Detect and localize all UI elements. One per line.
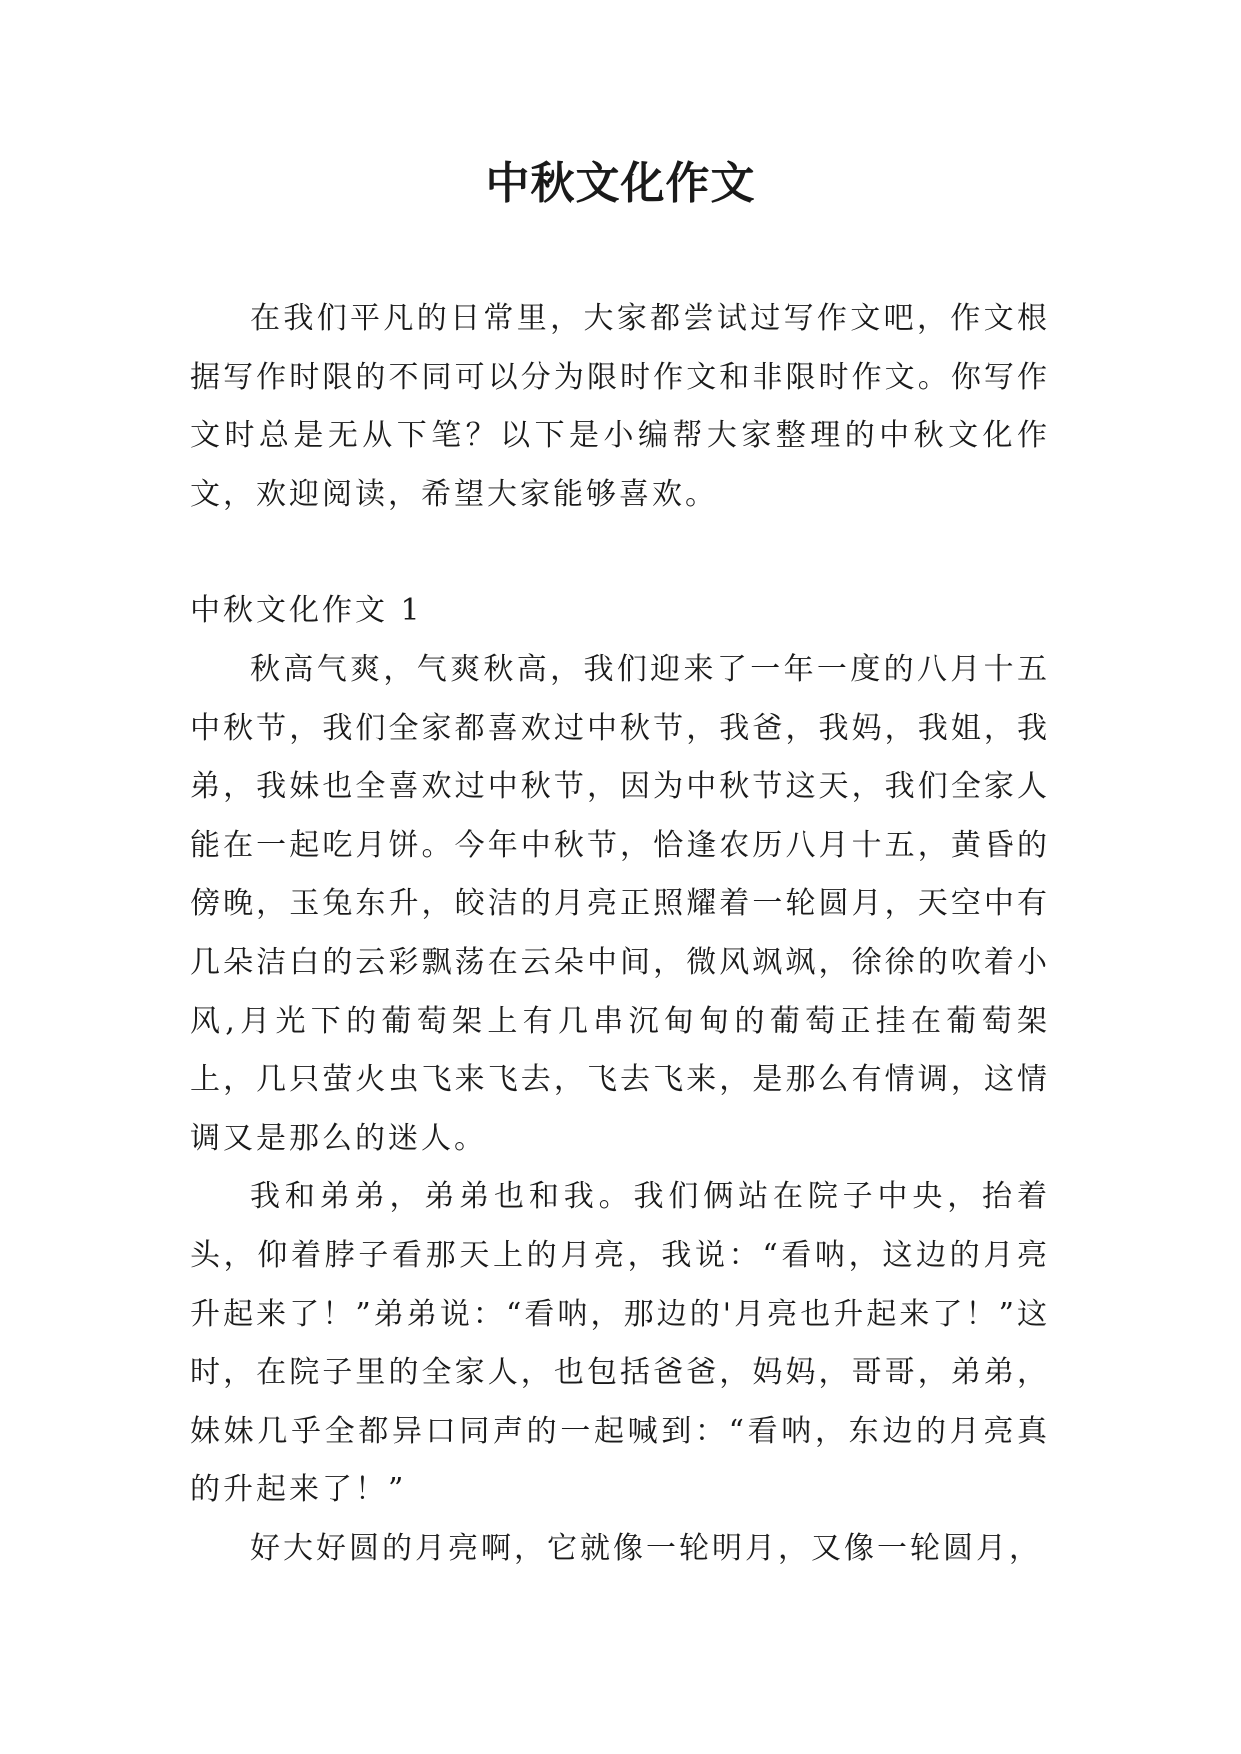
document-title: 中秋文化作文 bbox=[485, 158, 756, 209]
body-paragraph-3: 好大好圆的月亮啊，它就像一轮明月，又像一轮圆月， bbox=[250, 1530, 1042, 1566]
body-paragraph-2: 我和弟弟，弟弟也和我。我们俩站在院子中央，抬着头，仰着脖子看那天上的月亮，我说：“看呐，这边的月亮升起来了！”弟弟说：“看呐，那边的'月亮也升起来了！”这时，在院子里的全家人，也包括爸爸，妈妈，哥哥，弟弟，妹妹几乎全都异口同声的一起喊到：“看呐，东边的月亮真的升起来了！” bbox=[190, 1179, 1050, 1508]
intro-paragraph: 在我们平凡的日常里，大家都尝试过写作文吧，作文根据写作时限的不同可以分为限时作文和非限时作文。你写作文时总是无从下笔？以下是小编帮大家整理的中秋文化作文，欢迎阅读，希望大家能够喜欢。 bbox=[190, 301, 1050, 512]
document-body bbox=[190, 290, 1050, 1578]
section-heading: 中秋文化作文 1 bbox=[190, 593, 423, 629]
body-paragraph-1: 秋高气爽，气爽秋高，我们迎来了一年一度的八月十五中秋节，我们全家都喜欢过中秋节，我爸，我妈，我姐，我弟，我妹也全喜欢过中秋节，因为中秋节这天，我们全家人能在一起吃月饼。今年中秋节，恰逢农历八月十五，黄昏的傍晚，玉兔东升，皎洁的月亮正照耀着一轮圆月，天空中有几朵洁白的云彩飘荡在云朵中间，微风飒飒，徐徐的吹着小风,月光下的葡萄架上有几串沉甸甸的葡萄正挂在葡萄架上，几只萤火虫飞来飞去，飞去飞来，是那么有情调，这情调又是那么的迷人。 bbox=[190, 651, 1050, 1156]
